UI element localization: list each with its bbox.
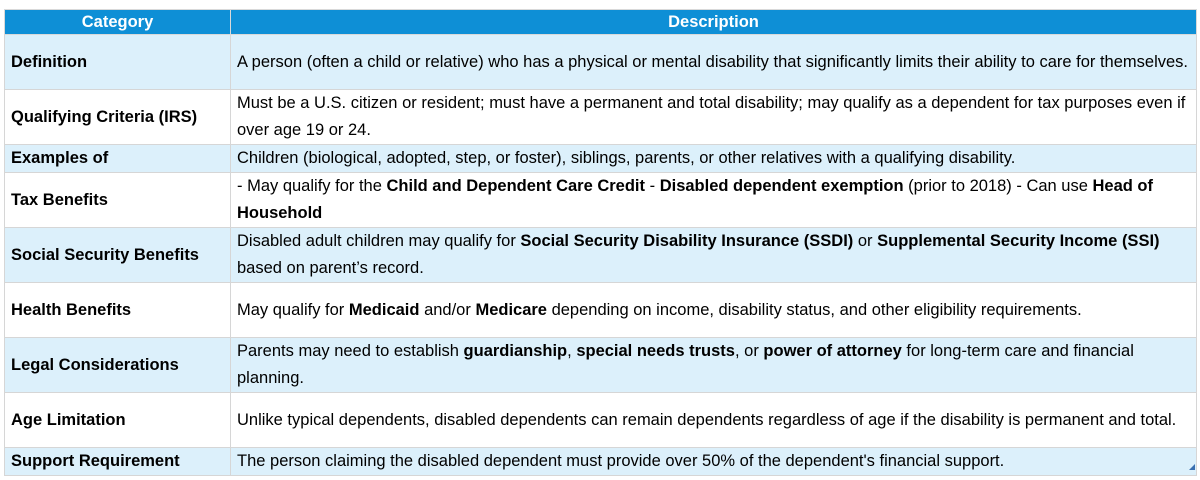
description-text: Unlike typical dependents, disabled dependents can remain dependents regardless of age if the disability is permanent and total.: [237, 410, 1177, 429]
description-text: May qualify for: [237, 300, 349, 319]
category-cell[interactable]: Tax Benefits: [5, 173, 231, 228]
header-row: [5, 10, 1197, 35]
description-text: A person (often a child or relative) who has a physical or mental disability that significantly limits their ability to care for themselves.: [237, 52, 1189, 71]
description-cell[interactable]: [231, 228, 1197, 283]
table-row: [5, 173, 1197, 228]
description-bold-text: Medicare: [475, 300, 547, 319]
description-bold-text: special needs trusts: [576, 342, 735, 360]
description-text: Disabled adult children may qualify for: [237, 232, 521, 250]
description-cell[interactable]: [231, 90, 1197, 145]
category-cell[interactable]: Qualifying Criteria (IRS): [5, 90, 231, 145]
category-cell[interactable]: Examples of: [5, 145, 231, 173]
description-cell[interactable]: [231, 338, 1197, 393]
header-description[interactable]: Description: [231, 10, 1197, 35]
description-bold-text: Medicaid: [348, 300, 420, 319]
category-cell[interactable]: Age Limitation: [5, 393, 231, 448]
description-text: and/or: [419, 300, 476, 319]
category-cell[interactable]: Health Benefits: [5, 283, 231, 338]
description-cell[interactable]: [231, 448, 1197, 476]
category-cell[interactable]: Legal Considerations: [5, 338, 231, 393]
description-bold-text: guardianship: [463, 342, 568, 360]
description-cell[interactable]: [231, 283, 1197, 338]
description-text: Must be a U.S. citizen or resident; must have a permanent and total disability; may qualify as a dependent for tax purposes even if over age 19 or 24.: [237, 94, 1186, 139]
table-resize-handle-icon[interactable]: [1189, 464, 1195, 470]
description-bold-text: Child and Dependent Care Credit: [386, 177, 646, 195]
header-category[interactable]: Category: [5, 10, 231, 35]
description-bold-text: power of attorney: [763, 342, 902, 360]
description-text: ,: [567, 342, 577, 360]
description-text: (prior to 2018) - Can use: [903, 177, 1093, 195]
description-text: The person claiming the disabled dependent must provide over 50% of the dependent's financial support.: [237, 452, 1005, 470]
table-row: [5, 228, 1197, 283]
description-text: depending on income, disability status, and other eligibility requirements.: [547, 300, 1082, 319]
description-text: -: [645, 177, 660, 195]
category-cell[interactable]: Support Requirement: [5, 448, 231, 476]
table-row: [5, 393, 1197, 448]
table-row: [5, 338, 1197, 393]
table-body: [5, 35, 1197, 476]
description-cell[interactable]: [231, 173, 1197, 228]
description-text: Parents may need to establish: [237, 342, 464, 360]
table-row: [5, 90, 1197, 145]
description-text: based on parent’s record.: [237, 259, 424, 277]
description-text: - May qualify for the: [237, 177, 387, 195]
description-bold-text: Disabled dependent exemption: [659, 177, 904, 195]
description-cell[interactable]: [231, 393, 1197, 448]
table-row: [5, 283, 1197, 338]
description-bold-text: Head of Household: [237, 177, 1153, 222]
description-text: , or: [734, 342, 764, 360]
description-cell[interactable]: [231, 145, 1197, 173]
category-cell[interactable]: Definition: [5, 35, 231, 90]
description-bold-text: Supplemental Security Income (SSI): [877, 232, 1160, 250]
description-text: for long-term care and financial planning.: [237, 342, 1134, 387]
table-row: [5, 145, 1197, 173]
description-bold-text: Social Security Disability Insurance (SSDI): [520, 232, 854, 250]
table-row: [5, 448, 1197, 476]
description-cell[interactable]: [231, 35, 1197, 90]
category-cell[interactable]: Social Security Benefits: [5, 228, 231, 283]
description-text: or: [853, 232, 878, 250]
table-row: [5, 35, 1197, 90]
description-text: Children (biological, adopted, step, or foster), siblings, parents, or other relatives with a qualifying disability.: [237, 149, 1016, 167]
disabled-dependent-table: [4, 9, 1197, 476]
